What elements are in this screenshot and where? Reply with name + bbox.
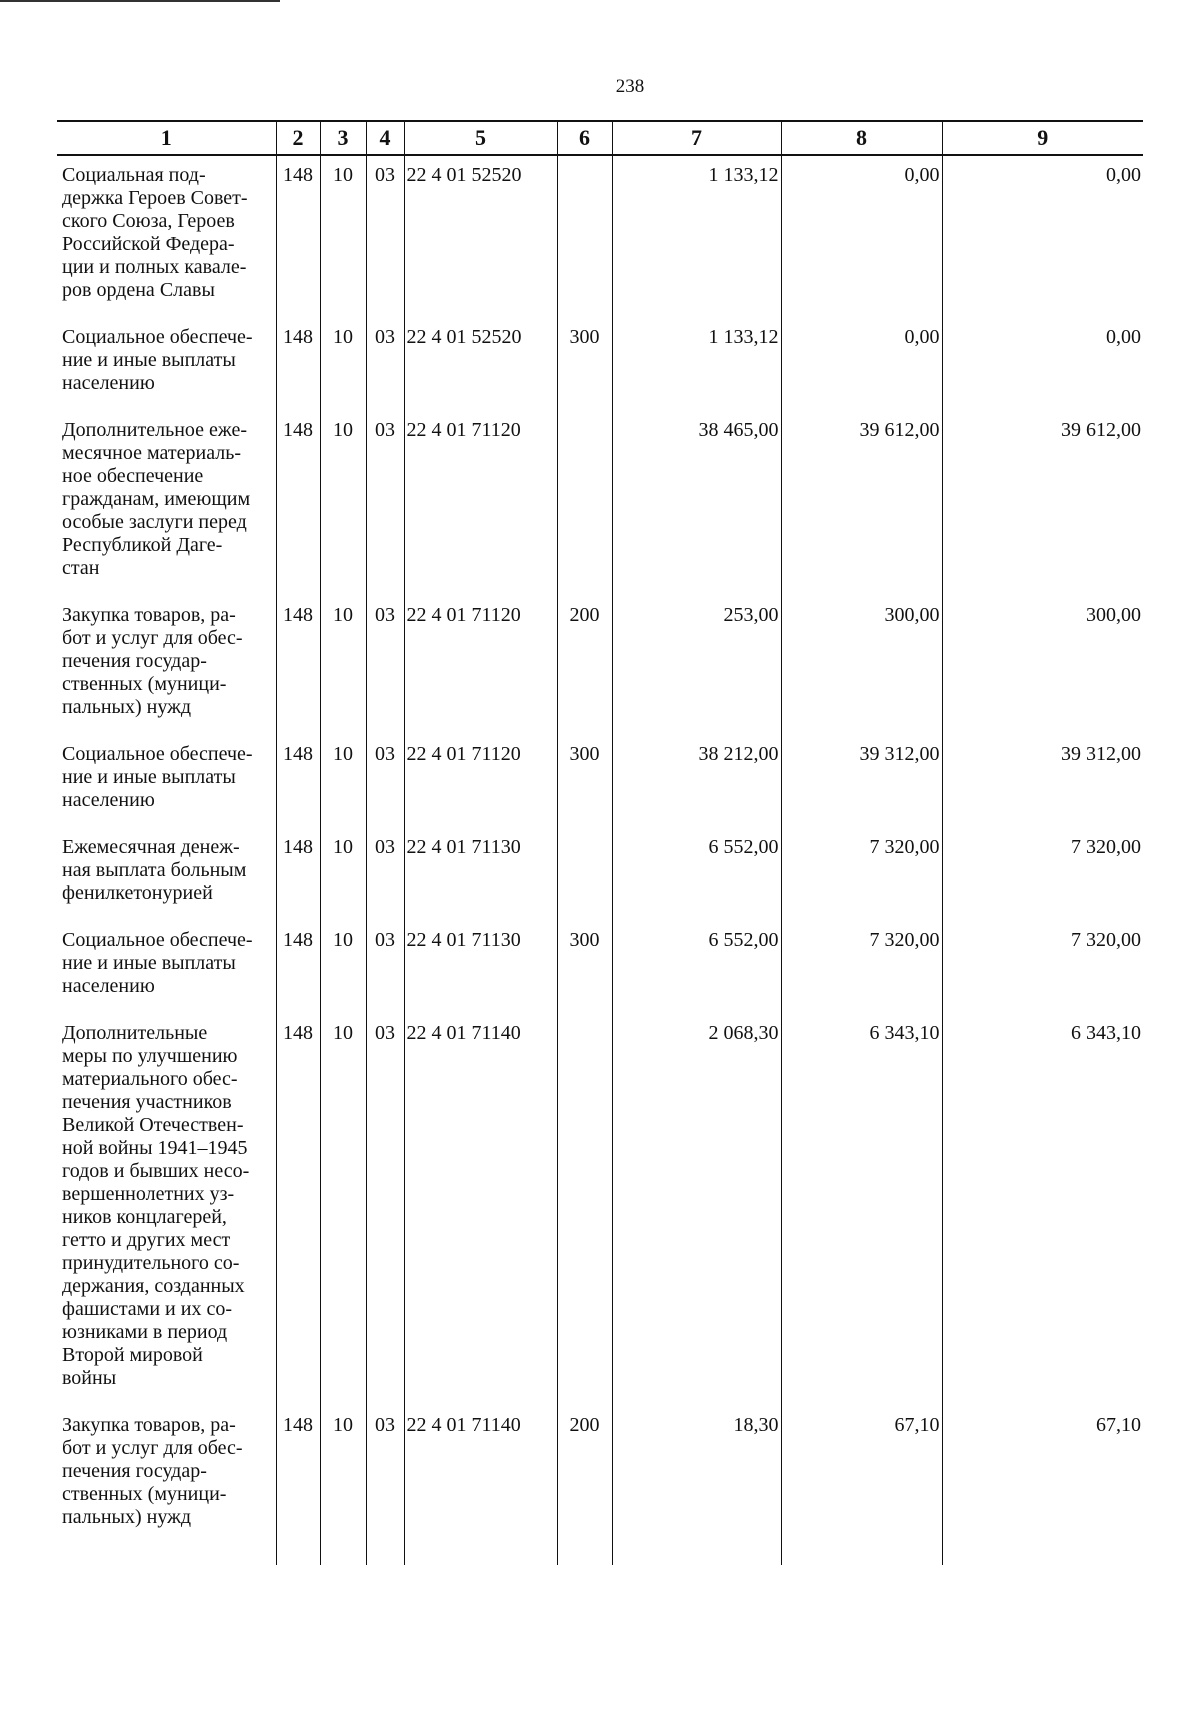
row-col-6: 200 [557, 1406, 612, 1545]
row-col-2: 148 [276, 411, 320, 596]
header-col-4: 4 [366, 121, 404, 155]
row-col-7: 38 212,00 [612, 735, 781, 828]
row-col-6: 200 [557, 596, 612, 735]
filler-cell [942, 1545, 1143, 1565]
row-name: Закупка товаров, ра- бот и услуг для обес- печения государ- ственных (муници- пальных) нужд [62, 604, 243, 718]
row-col-9: 0,00 [942, 155, 1143, 318]
row-col-2: 148 [276, 921, 320, 1014]
row-col-5: 22 4 01 71120 [404, 411, 557, 596]
row-col-9: 300,00 [942, 596, 1143, 735]
row-col-2: 148 [276, 1406, 320, 1545]
filler-cell [320, 1545, 366, 1565]
table-row [57, 596, 1143, 735]
row-name: Дополнительное еже- месячное материаль- ное обеспечение гражданам, имеющим особые заслуги перед Республикой Даге- стан [62, 419, 251, 579]
row-col-5: 22 4 01 71130 [404, 828, 557, 921]
table-row [57, 735, 1143, 828]
row-col-7: 1 133,12 [612, 318, 781, 411]
page-number: 238 [615, 76, 645, 97]
row-col-7: 18,30 [612, 1406, 781, 1545]
row-col-4: 03 [366, 735, 404, 828]
filler-cell [612, 1545, 781, 1565]
row-col-2: 148 [276, 828, 320, 921]
header-col-8: 8 [781, 121, 942, 155]
row-col-8: 39 312,00 [781, 735, 942, 828]
row-col-8: 7 320,00 [781, 921, 942, 1014]
row-col-3: 10 [320, 735, 366, 828]
row-col-7: 1 133,12 [612, 155, 781, 318]
filler-cell [557, 1545, 612, 1565]
budget-table [57, 120, 1143, 1565]
filler-cell [57, 1545, 276, 1565]
table-row [57, 155, 1143, 318]
row-col-3: 10 [320, 1406, 366, 1545]
filler-cell [781, 1545, 942, 1565]
row-col-7: 2 068,30 [612, 1014, 781, 1406]
row-col-8: 39 612,00 [781, 411, 942, 596]
table-row [57, 828, 1143, 921]
row-col-6 [557, 411, 612, 596]
row-col-9: 0,00 [942, 318, 1143, 411]
row-col-8: 67,10 [781, 1406, 942, 1545]
row-name: Социальное обеспече- ние и иные выплаты населению [62, 743, 253, 811]
row-col-5: 22 4 01 52520 [404, 318, 557, 411]
filler-cell [276, 1545, 320, 1565]
row-col-5: 22 4 01 71140 [404, 1014, 557, 1406]
header-col-2: 2 [276, 121, 320, 155]
row-col-4: 03 [366, 155, 404, 318]
row-col-4: 03 [366, 828, 404, 921]
row-col-6: 300 [557, 318, 612, 411]
row-name: Социальная под- держка Героев Совет- ского Союза, Героев Российской Федера- ции и полных кавале- ров ордена Славы [62, 164, 248, 301]
row-col-7: 6 552,00 [612, 921, 781, 1014]
table-row [57, 318, 1143, 411]
row-col-9: 39 312,00 [942, 735, 1143, 828]
row-col-6 [557, 828, 612, 921]
row-name: Закупка товаров, ра- бот и услуг для обес- печения государ- ственных (муници- пальных) нужд [62, 1414, 243, 1528]
row-col-3: 10 [320, 596, 366, 735]
row-col-7: 253,00 [612, 596, 781, 735]
row-col-7: 6 552,00 [612, 828, 781, 921]
row-col-9: 7 320,00 [942, 828, 1143, 921]
top-edge-rule [0, 0, 280, 2]
row-col-9: 6 343,10 [942, 1014, 1143, 1406]
row-col-6: 300 [557, 921, 612, 1014]
row-col-2: 148 [276, 318, 320, 411]
row-col-9: 39 612,00 [942, 411, 1143, 596]
row-col-4: 03 [366, 1406, 404, 1545]
table-row [57, 1406, 1143, 1545]
row-col-6 [557, 1014, 612, 1406]
row-col-8: 0,00 [781, 318, 942, 411]
row-col-2: 148 [276, 735, 320, 828]
row-name: Дополнительные меры по улучшению материального обес- печения участников Великой Отечествен- ной войны 1941–1945 годов и бывших несо- вершеннолетних уз- ников концлагерей, гетто и других мест принудительного со- держания, созданных фашистами и их со- юзниками в период Второй мировой войны [62, 1022, 250, 1389]
row-name: Ежемесячная денеж- ная выплата больным фенилкетонурией [62, 836, 247, 904]
row-col-2: 148 [276, 1014, 320, 1406]
table-row [57, 1014, 1143, 1406]
header-col-5: 5 [404, 121, 557, 155]
row-col-5: 22 4 01 71130 [404, 921, 557, 1014]
filler-cell [366, 1545, 404, 1565]
row-col-8: 0,00 [781, 155, 942, 318]
row-col-5: 22 4 01 71120 [404, 596, 557, 735]
header-col-6: 6 [557, 121, 612, 155]
row-col-8: 7 320,00 [781, 828, 942, 921]
table-filler-row [57, 1545, 1143, 1565]
row-col-3: 10 [320, 921, 366, 1014]
table-header [57, 121, 1143, 155]
row-col-8: 6 343,10 [781, 1014, 942, 1406]
row-col-5: 22 4 01 52520 [404, 155, 557, 318]
table-body [57, 155, 1143, 1565]
header-col-9: 9 [942, 121, 1143, 155]
table-row [57, 921, 1143, 1014]
row-col-6 [557, 155, 612, 318]
header-col-7: 7 [612, 121, 781, 155]
row-col-3: 10 [320, 828, 366, 921]
row-col-3: 10 [320, 1014, 366, 1406]
row-col-5: 22 4 01 71140 [404, 1406, 557, 1545]
row-col-2: 148 [276, 596, 320, 735]
row-col-2: 148 [276, 155, 320, 318]
row-name: Социальное обеспече- ние и иные выплаты населению [62, 929, 253, 997]
header-col-1: 1 [57, 121, 276, 155]
row-col-3: 10 [320, 411, 366, 596]
row-col-4: 03 [366, 921, 404, 1014]
row-col-5: 22 4 01 71120 [404, 735, 557, 828]
row-col-3: 10 [320, 318, 366, 411]
filler-cell [404, 1545, 557, 1565]
header-row [57, 121, 1143, 155]
table-row [57, 411, 1143, 596]
row-col-9: 7 320,00 [942, 921, 1143, 1014]
row-col-4: 03 [366, 1014, 404, 1406]
row-col-8: 300,00 [781, 596, 942, 735]
row-col-6: 300 [557, 735, 612, 828]
row-col-4: 03 [366, 596, 404, 735]
row-name: Социальное обеспече- ние и иные выплаты населению [62, 326, 253, 394]
row-col-9: 67,10 [942, 1406, 1143, 1545]
row-col-3: 10 [320, 155, 366, 318]
row-col-4: 03 [366, 411, 404, 596]
row-col-7: 38 465,00 [612, 411, 781, 596]
header-col-3: 3 [320, 121, 366, 155]
row-col-4: 03 [366, 318, 404, 411]
